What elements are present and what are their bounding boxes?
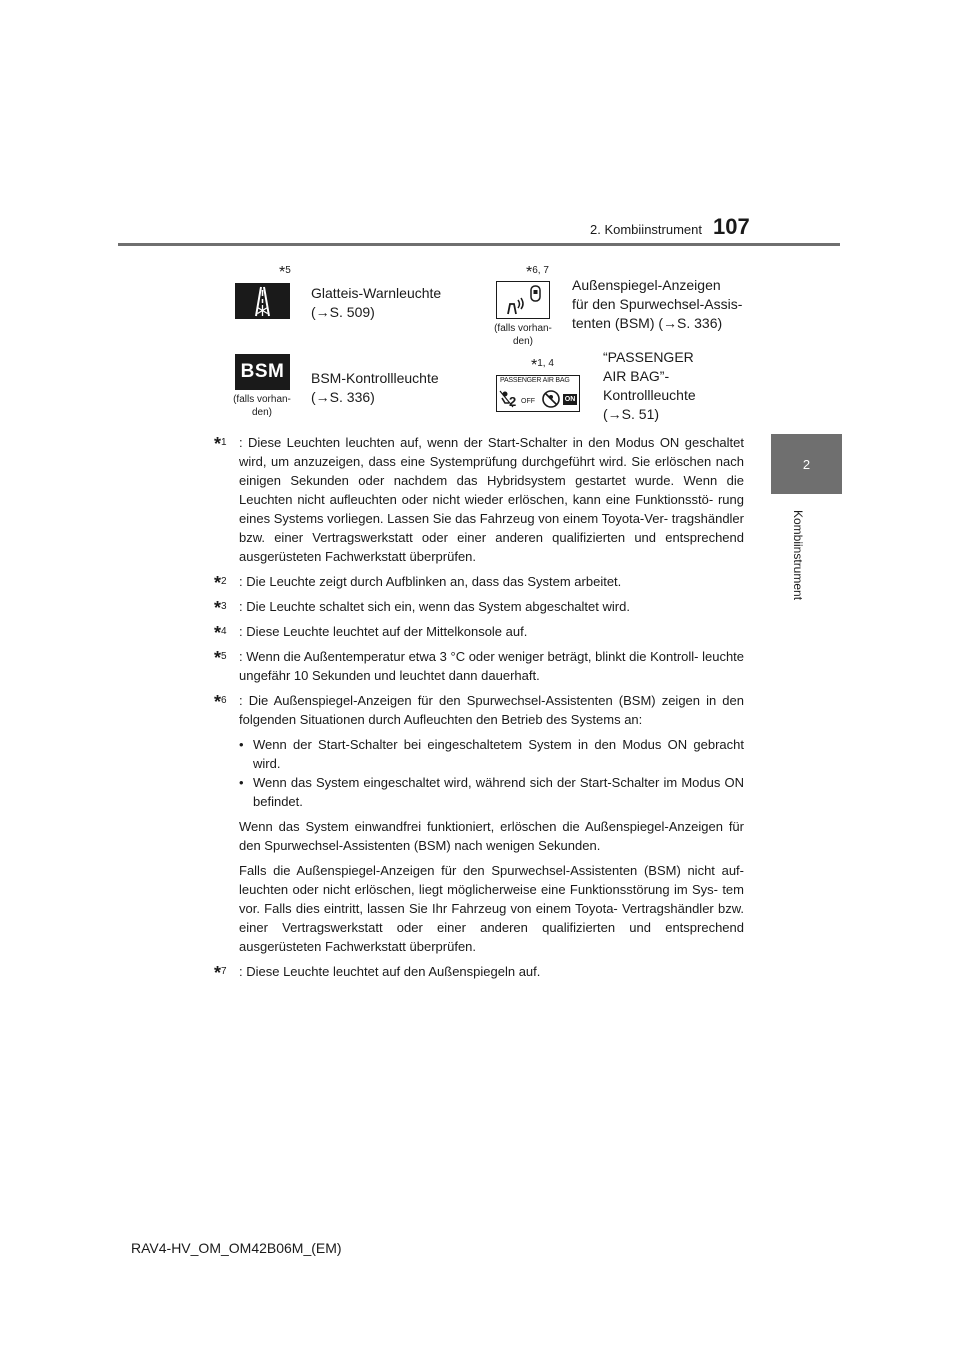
footnote-1: *$^1$ : Diese Leuchten leuchten auf, wenn der Start-Schalter in den Modus ON geschaltet wird, um anzuzeigen, dass eine Systemprüfung durchgeführt wird. Sie erlöschen nach einigen Sekunden oder nachdem das Hybridsystem gestartet wurde. Wenn die Leuchten nicht aufleuchten oder nicht wieder erlöschen, kann eine Funktionsstö- rung eines Systems vorliegen. Lassen Sie das Fahrzeug von einem Toyota-Ver- tragshändler bzw. einer Vertragswerkstatt oder einer anderen qualifizierten und entsprechend ausgerüsteten Fachwerkstatt überprüfen. — [214, 434, 744, 564]
airbag-footnote-marker: *$^{1, 4}$ — [531, 357, 554, 374]
airbag-off-label: OFF — [521, 398, 535, 405]
ice-warning-description: Glatteis-Warnleuchte (→S. 509) — [311, 285, 442, 320]
footnote-2: *$^2$ : Die Leuchte zeigt durch Aufblinken an, dass das System arbeitet. — [214, 573, 622, 593]
airbag-panel-title: PASSENGER AIR BAG — [500, 377, 570, 384]
footnote-5: *$^5$ : Wenn die Außentemperatur etwa 3 °C oder weniger beträgt, blinkt die Kontroll- leuchte ungefähr 10 Sekunden und leuchtet dann dauerhaft. — [214, 648, 745, 683]
passenger-airbag-panel — [496, 375, 580, 412]
blind-spot-mirror-icon — [496, 281, 550, 319]
ice-footnote-marker: *$^5$ — [279, 264, 291, 281]
footnote-3: *$^3$ : Die Leuchte schaltet sich ein, wenn das System abgeschaltet wird. — [214, 598, 630, 618]
airbag-on-label: ON — [564, 396, 576, 403]
bsm-availability-note: (falls vorhan- den) — [233, 394, 291, 418]
footnote-6-paragraph-1: Wenn das System einwandfrei funktioniert, erlöschen die Außenspiegel-Anzeigen für den Spurwechsel-Assistenten (BSM) nach wenigen Sekunden. — [239, 819, 744, 853]
footnotes — [214, 433, 744, 987]
mirror-footnote-marker: *$^{6, 7}$ — [526, 264, 549, 281]
chapter-label — [790, 510, 806, 602]
document-code: RAV4-HV_OM_OM42B06M_(EM) — [131, 1240, 342, 1256]
footnote-7: *$^7$ : Diese Leuchte leuchtet auf den Außenspiegeln auf. — [214, 963, 541, 983]
section-title: 2. Kombiinstrument — [590, 222, 702, 237]
chapter-label-text: Kombiinstrument — [791, 510, 805, 601]
airbag-on-icon — [541, 389, 561, 409]
chapter-number: 2 — [802, 456, 811, 472]
airbag-indicator-description: “PASSENGER AIR BAG”- Kontrollleuchte (→S. 51) — [603, 349, 696, 422]
bsm-indicator-description: BSM-Kontrollleuchte (→S. 336) — [311, 370, 439, 405]
page-number: 107 — [713, 214, 750, 239]
snowflake-road-icon — [235, 283, 290, 319]
header-rule — [118, 243, 840, 246]
footnote-6: *$^6$ : Die Außenspiegel-Anzeigen für den Spurwechsel-Assistenten (BSM) zeigen in den folgenden Situationen durch Aufleuchten den Betrieb des Systems an: • Wenn der Start-Schalter bei eingeschaltetem System in den Modus ON gebracht wird. • Wenn das System eingeschaltet wird, während sich der Start-Schalter im Modus ON befindet. Wenn das System einwandfrei funktioniert, erlöschen die Außenspiegel-Anzeigen für den Spurwechsel-Assistenten (BSM) nach wenigen Sekunden. Falls die Außenspiegel-Anzeigen für den Spurwechsel-Assistenten (BSM) nicht auf- leuchten oder nicht erlöschen, liegt möglicherweise eine Funktionsstörung im Sys- tem vor. Falls dies eintritt, lassen Sie Ihr Fahrzeug von einem Toyota- Vertragshändler bzw. einer Vertragswerkstatt oder einer anderen qualifizierten und entsprechend ausgerüsteten Fachwerkstatt überprüfen. — [214, 691, 744, 956]
bsm-icon: BSM — [235, 354, 290, 390]
mirror-indicator-description: Außenspiegel-Anzeigen für den Spurwechsel-Assis- tenten (BSM) (→S. 336) — [572, 277, 743, 331]
chapter-tab[interactable] — [771, 434, 842, 494]
footnote-4: *$^4$ : Diese Leuchte leuchtet auf der Mittelkonsole auf. — [214, 623, 528, 643]
footnote-6-bullet-1: • Wenn der Start-Schalter bei eingeschaltetem System in den Modus ON gebracht wird. — [239, 735, 744, 773]
mirror-availability-note: (falls vorhan- den) — [494, 323, 552, 347]
footnote-6-paragraph-2: Falls die Außenspiegel-Anzeigen für den Spurwechsel-Assistenten (BSM) nicht auf- leuchten oder nicht erlöschen, liegt möglicherweise eine Funktionsstörung im Sys- tem vor. Falls dies eintritt, lassen Sie Ihr Fahrzeug von einem Toyota- Vertragshändler bzw. einer Vertragswerkstatt oder einer anderen qualifizierten und entsprechend ausgerüsteten Fachwerkstatt überprüfen. — [239, 863, 744, 954]
airbag-seat-number: 2 — [509, 394, 517, 409]
footnote-6-bullet-2: • Wenn das System eingeschaltet wird, während sich der Start-Schalter im Modus ON befindet. — [239, 773, 744, 811]
